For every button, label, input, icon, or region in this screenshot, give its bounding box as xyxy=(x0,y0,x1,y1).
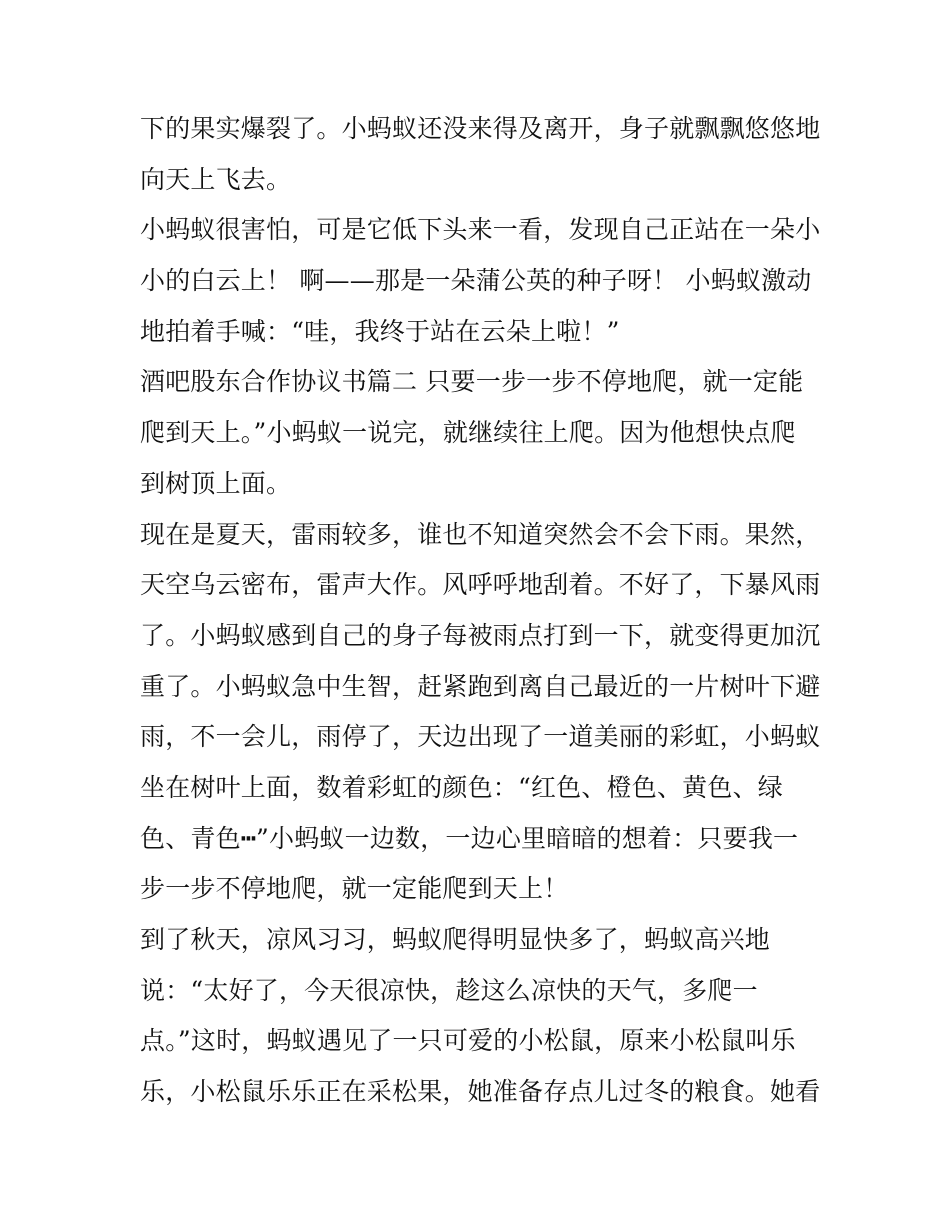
text-line-5: 地拍着手喊：“哇，我终于站在云朵上啦！” xyxy=(140,316,620,346)
body-text xyxy=(140,104,830,1118)
text-line-1: 下的果实爆裂了。小蚂蚁还没来得及离开，身子就飘飘悠悠地 xyxy=(140,114,821,143)
text-line-2: 向天上飞去。 xyxy=(140,164,292,194)
text-line-3: 小蚂蚁很害怕，可是它低下头来一看，发现自己正站在一朵小 xyxy=(140,215,821,245)
text-line-9: 现在是夏天，雷雨较多，谁也不知道突然会不会下雨。果然， xyxy=(140,519,821,549)
text-line-10: 天空乌云密布，雷声大作。风呼呼地刮着。不好了，下暴风雨 xyxy=(140,570,821,600)
text-line-6: 酒吧股东合作协议书篇二 只要一步一步不停地爬，就一定能 xyxy=(140,367,804,397)
text-line-8: 到树顶上面。 xyxy=(140,468,292,498)
text-line-16: 步一步不停地爬，就一定能爬到天上！ xyxy=(140,874,569,904)
text-line-15: 色、青色┅”小蚂蚁一边数，一边心里暗暗的想着：只要我一 xyxy=(140,823,799,853)
text-line-12: 重了。小蚂蚁急中生智，赶紧跑到离自己最近的一片树叶下避 xyxy=(140,671,821,701)
text-line-18: 说：“太好了，今天很凉快，趁这么凉快的天气，多爬一 xyxy=(140,975,758,1005)
text-line-7: 爬到天上。”小蚂蚁一说完，就继续往上爬。因为他想快点爬 xyxy=(140,418,796,448)
text-line-13: 雨，不一会儿，雨停了，天边出现了一道美丽的彩虹，小蚂蚁 xyxy=(140,722,821,752)
text-line-11: 了。小蚂蚁感到自己的身子每被雨点打到一下，就变得更加沉 xyxy=(140,620,821,650)
text-line-14: 坐在树叶上面，数着彩虹的颜色：“红色、橙色、黄色、绿 xyxy=(140,772,783,802)
text-line-20: 乐，小松鼠乐乐正在采松果，她准备存点儿过冬的粮食。她看 xyxy=(140,1077,821,1107)
text-line-4: 小的白云上！ 啊——那是一朵蒲公英的种子呀！ 小蚂蚁激动 xyxy=(140,266,812,296)
text-line-19: 点。”这时，蚂蚁遇见了一只可爱的小松鼠，原来小松鼠叫乐 xyxy=(140,1026,796,1056)
text-line-17: 到了秋天，凉风习习，蚂蚁爬得明显快多了，蚂蚁高兴地 xyxy=(140,925,771,954)
